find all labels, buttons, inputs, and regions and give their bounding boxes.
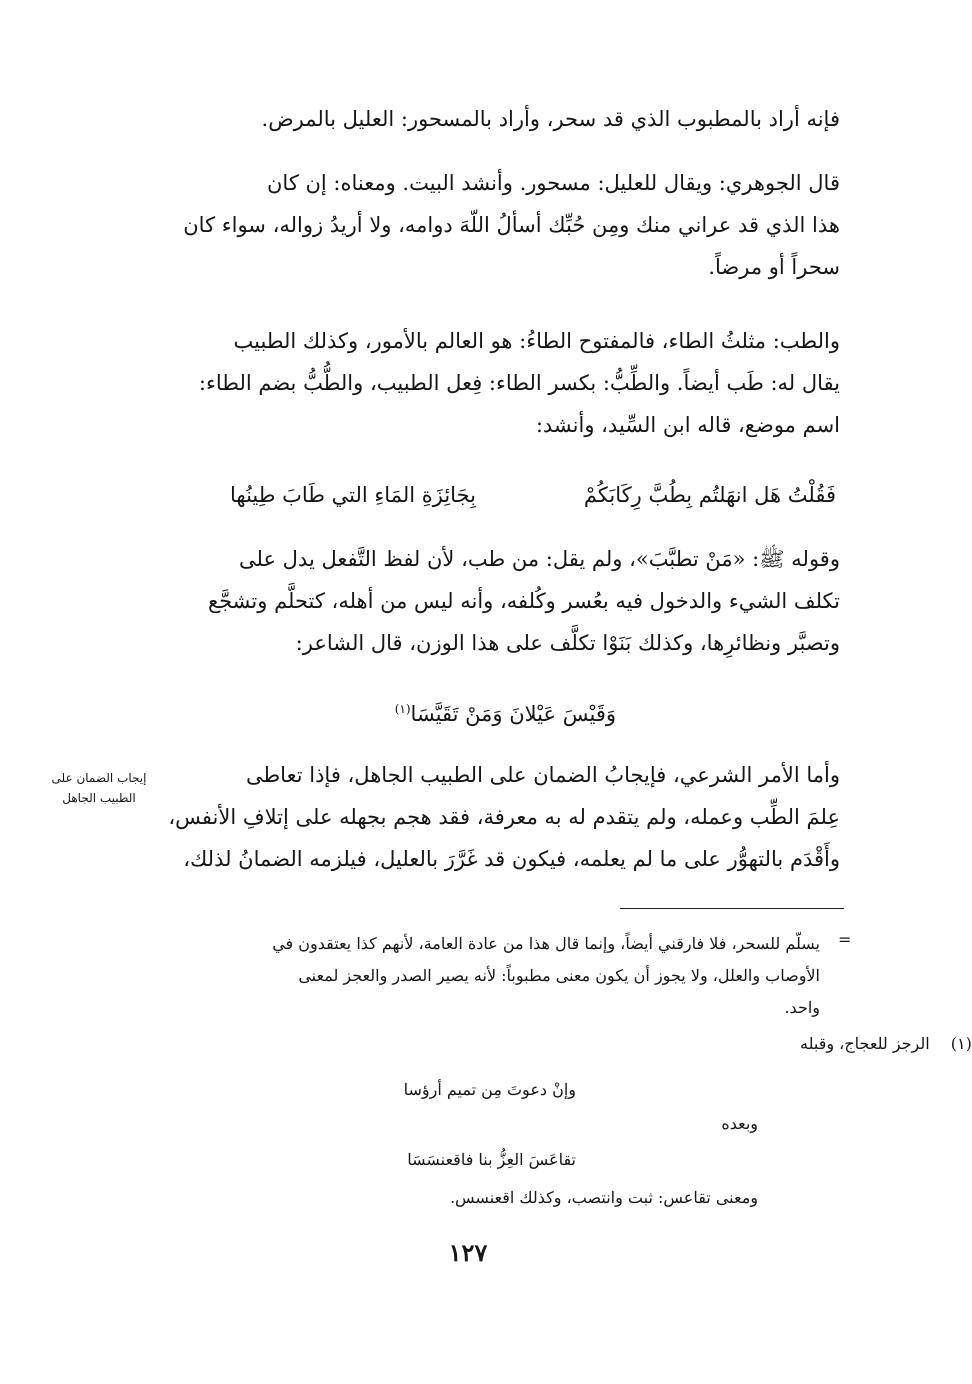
text-line: اسم موضع، قاله ابن السِّيد، وأنشد: bbox=[535, 413, 840, 437]
text-line: سحراً أو مرضاً. bbox=[708, 255, 840, 279]
verse-first-hemistich: فَقُلْتُ هَل انهَلتُم بِطُبَّ رِكَابَكُمْ bbox=[583, 483, 836, 507]
paragraph-tibb bbox=[170, 320, 840, 446]
paragraph-tatabbab bbox=[170, 538, 840, 664]
footnote-ref: (١) bbox=[394, 702, 411, 716]
text-line: وتصبَّر ونظائرِها، وكذلك بَنَوْا تكلَّف على هذا الوزن، قال الشاعر: bbox=[295, 631, 840, 655]
text-line: وأما الأمر الشرعي، فإيجابُ الضمان على الطبيب الجاهل، فإذا تعاطى bbox=[245, 763, 840, 787]
margin-heading: إيجاب الضمان على الطبيب الجاهل bbox=[51, 771, 147, 805]
footnote-verse-after: تقاعَسَ العِزُّ بنا فاقعنسَسَا bbox=[407, 1150, 576, 1169]
rajaz-verse bbox=[395, 688, 616, 735]
opening-line bbox=[170, 98, 840, 140]
paragraph-jawhari bbox=[170, 162, 840, 288]
text-line: يسلّم للسحر، فلا فارقني أيضاً، وإنما قال هذا من عادة العامة، لأنهم كذا يعتقدون في bbox=[272, 934, 820, 953]
text-line: الأوصاب والعلل، ولا يجوز أن يكون معنى مطبوباً: لأنه يصير الصدر والعجز لمعنى bbox=[298, 966, 820, 985]
text-line: هذا الذي قد عراني منك ومِن حُبِّك أسألُ اللّهَ دوامه، ولا أريدُ زواله، سواء كان bbox=[183, 213, 840, 237]
footnote-meaning: ومعنى تقاعس: ثبت وانتصب، وكذلك اقعنسس. bbox=[449, 1188, 758, 1207]
text-line: وقوله ﷺ: «مَنْ تطبَّبَ»، ولم يقل: من طب، لأن لفظ التَّفعل يدل على bbox=[239, 547, 840, 571]
text-line: قال الجوهري: ويقال للعليل: مسحور. وأنشد البيت. ومعناه: إن كان bbox=[267, 171, 840, 195]
text-line: تكلف الشيء والدخول فيه بعُسر وكُلفه، وأنه ليس من أهله، كتحلَّم وتشجَّع bbox=[207, 589, 840, 613]
footnote-divider bbox=[620, 908, 844, 909]
paragraph-damaan bbox=[170, 754, 840, 880]
footnote-after-label: وبعده bbox=[721, 1114, 758, 1133]
footnote-continuation bbox=[170, 928, 820, 1024]
text-line: فإنه أراد بالمطبوب الذي قد سحر، وأراد بالمسحور: العليل بالمرض. bbox=[261, 107, 840, 131]
text-line: يقال له: طَب أيضاً. والطِّبُّ: بكسر الطاء: فِعل الطبيب، والطُّبُّ بضم الطاء: bbox=[198, 371, 840, 395]
text-line: عِلمَ الطِّب وعمله، ولم يتقدم له به معرفة، فقد هجم بجهله على إتلافِ الأنفس، bbox=[168, 805, 840, 829]
verse-text: وَقَيْسَ عَيْلانَ وَمَنْ تَقَيَّسَا bbox=[410, 702, 616, 726]
text-line: وأَقْدَم بالتهوُّر على ما لم يعلمه، فيكون قد غَرَّرَ بالعليل، فيلزمه الضمانُ لذلك، bbox=[183, 847, 840, 871]
footnote-continuation-mark: = bbox=[838, 930, 852, 949]
footnote-text: الرجز للعجاج، وقبله bbox=[800, 1034, 930, 1053]
footnote-1 bbox=[800, 1034, 972, 1053]
verse-second-hemistich: بِجَائِزَةِ المَاءِ التي طَابَ طِينُها bbox=[229, 483, 476, 507]
page-number: ١٢٧ bbox=[448, 1238, 488, 1267]
footnote-number: (١) bbox=[950, 1034, 972, 1053]
text-line: والطب: مثلثُ الطاء، فالمفتوح الطاءُ: هو العالم بالأمور، وكذلك الطبيب bbox=[233, 329, 840, 353]
text-line: واحد. bbox=[784, 998, 820, 1017]
footnote-verse-before: وإنْ دعوتَ مِن تميم أرؤسا bbox=[403, 1080, 576, 1099]
